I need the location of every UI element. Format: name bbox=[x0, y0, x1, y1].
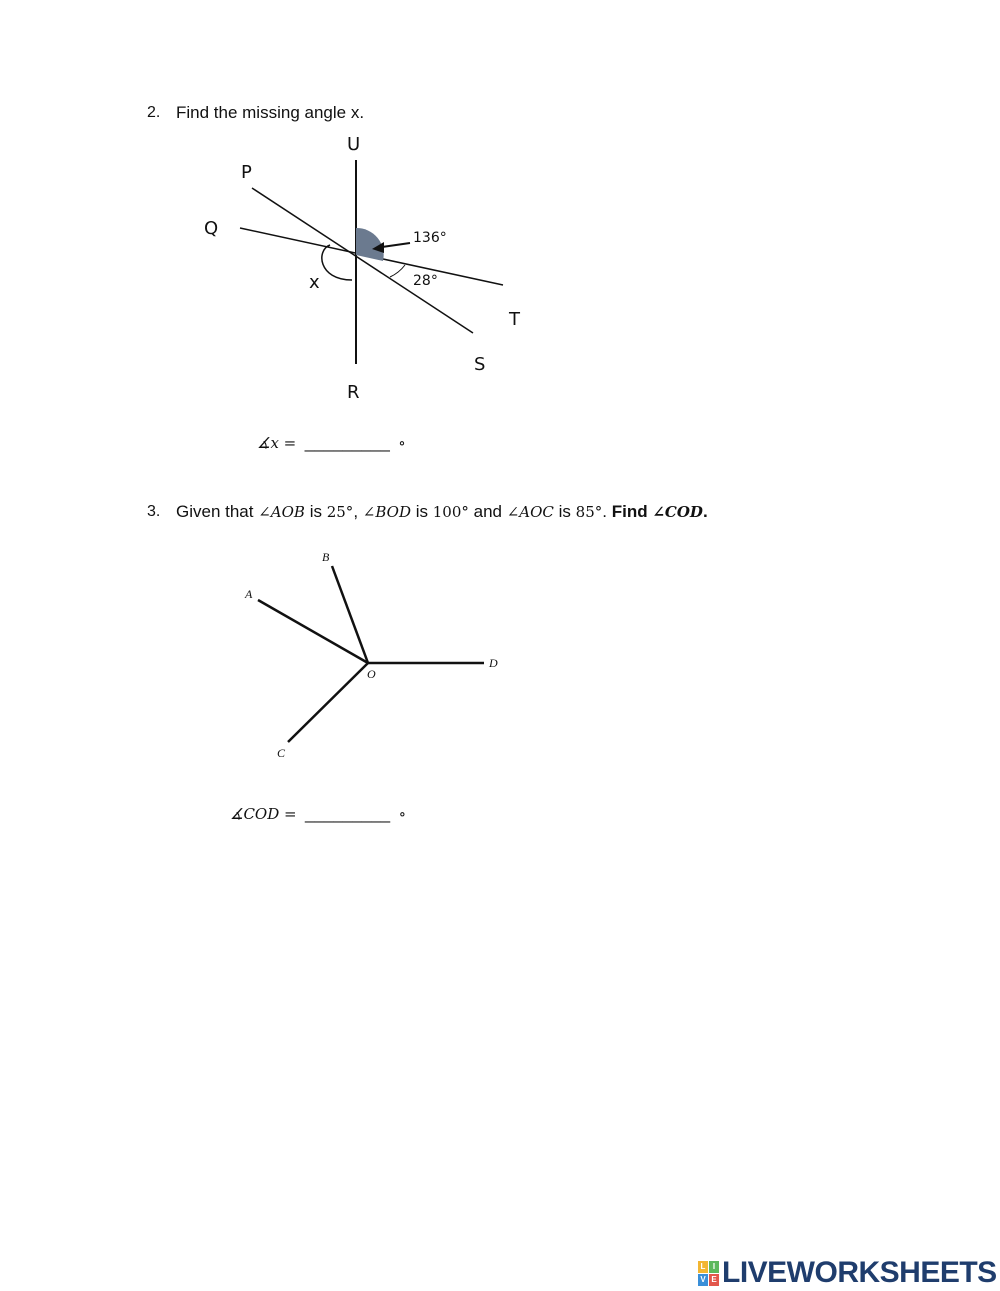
q3-aoc: ∠AOC bbox=[506, 503, 554, 521]
q2-number: 2. bbox=[147, 104, 161, 121]
label-b: B bbox=[322, 550, 330, 564]
logo-cell-e: E bbox=[709, 1274, 719, 1286]
q3-is1: is bbox=[309, 502, 322, 521]
ray-ob bbox=[332, 566, 368, 663]
logo-brand-text: LIVEWORKSHEETS bbox=[722, 1256, 997, 1289]
q3-answer-suffix: ∘ bbox=[398, 805, 406, 823]
q2-diagram bbox=[0, 0, 1000, 480]
q3-val3: 85° bbox=[575, 503, 603, 521]
label-q: Q bbox=[204, 218, 219, 239]
q3-answer bbox=[230, 804, 406, 824]
q3-bod: ∠BOD bbox=[362, 503, 411, 521]
q3-diagram bbox=[0, 530, 1000, 780]
liveworksheets-logo bbox=[698, 1256, 997, 1290]
label-d: D bbox=[489, 656, 498, 670]
logo-cell-l: L bbox=[698, 1261, 708, 1273]
q2-answer bbox=[257, 433, 406, 453]
q3-aob: ∠AOB bbox=[258, 503, 305, 521]
label-u: U bbox=[347, 134, 361, 155]
label-x: x bbox=[309, 272, 320, 293]
q3-period: . bbox=[602, 502, 607, 521]
line-ps bbox=[252, 188, 473, 333]
q3-is3: is bbox=[558, 502, 571, 521]
logo-cell-v: V bbox=[698, 1274, 708, 1286]
q3-is2: is bbox=[415, 502, 428, 521]
q3-end: . bbox=[702, 502, 708, 521]
label-a: A bbox=[245, 587, 253, 601]
shaded-angle-136 bbox=[356, 228, 384, 261]
arrow-136 bbox=[382, 243, 410, 247]
logo-cell-i: I bbox=[709, 1261, 719, 1273]
q2-answer-blank[interactable]: _________ bbox=[304, 433, 390, 452]
label-136: 136° bbox=[413, 230, 447, 246]
logo-mark-icon bbox=[698, 1261, 719, 1286]
q2-answer-prefix: ∡x = bbox=[257, 434, 297, 452]
q3-and: and bbox=[473, 502, 502, 521]
q2-text: Find the missing angle x. bbox=[176, 103, 365, 122]
label-t: T bbox=[509, 309, 520, 330]
q3-answer-blank[interactable]: _________ bbox=[305, 804, 391, 823]
q3-number: 3. bbox=[147, 503, 161, 520]
label-28: 28° bbox=[413, 273, 438, 289]
q3-answer-prefix: ∡COD = bbox=[230, 805, 297, 823]
ray-oa bbox=[258, 600, 368, 663]
q3-intro: Given that bbox=[176, 502, 254, 521]
label-c: C bbox=[277, 746, 286, 760]
q2-answer-suffix: ∘ bbox=[398, 434, 406, 452]
q3-find: Find bbox=[611, 502, 648, 521]
arc-28 bbox=[390, 265, 405, 277]
label-o: O bbox=[367, 667, 376, 681]
ray-oc bbox=[288, 663, 368, 742]
q3-text bbox=[176, 502, 708, 522]
q3-comma: , bbox=[353, 502, 359, 521]
q3-cod: ∠COD bbox=[652, 503, 703, 521]
q3-val1: 25° bbox=[326, 503, 354, 521]
label-r: R bbox=[347, 382, 360, 403]
q3-val2: 100° bbox=[432, 503, 469, 521]
label-p: P bbox=[241, 162, 252, 183]
label-s: S bbox=[474, 354, 486, 375]
